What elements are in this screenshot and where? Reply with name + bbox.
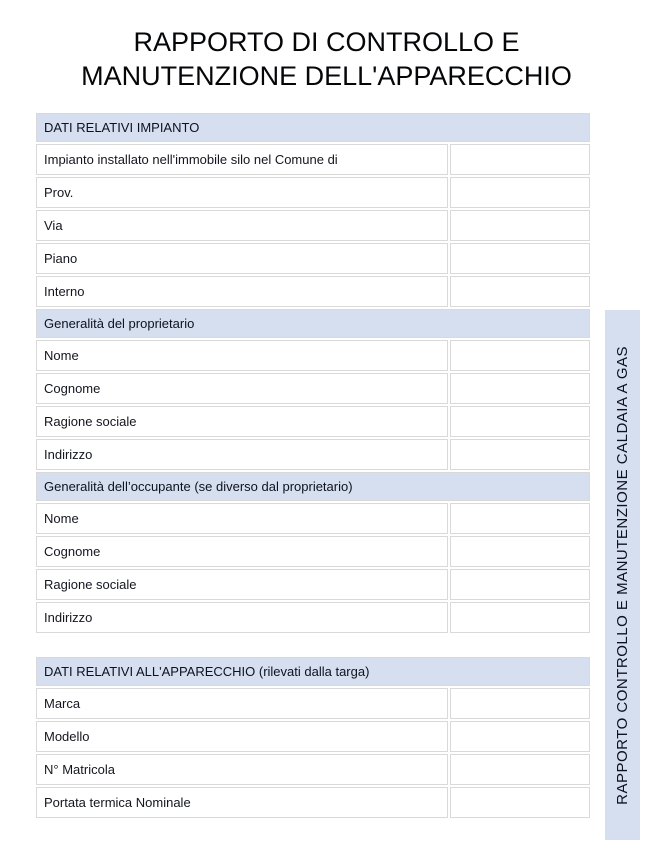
- document-title-line2: MANUTENZIONE DELL'APPARECCHIO: [81, 61, 572, 91]
- field-row-modello: [36, 721, 590, 752]
- field-label-modello: Modello: [36, 721, 448, 752]
- form-table-apparecchio: [36, 657, 590, 818]
- field-label-comune: Impianto installato nell'immobile silo nel Comune di: [36, 144, 448, 175]
- field-row-occupante-nome: [36, 503, 590, 534]
- field-row-comune: [36, 144, 590, 175]
- field-value-occupante-nome[interactable]: [450, 503, 590, 534]
- field-row-portata-termica: [36, 787, 590, 818]
- field-value-via[interactable]: [450, 210, 590, 241]
- field-value-proprietario-cognome[interactable]: [450, 373, 590, 404]
- field-row-prov: [36, 177, 590, 208]
- field-value-occupante-indirizzo[interactable]: [450, 602, 590, 633]
- section-header-occupante: Generalità dell’occupante (se diverso dal proprietario): [36, 472, 590, 501]
- field-value-occupante-ragione-sociale[interactable]: [450, 569, 590, 600]
- field-value-occupante-cognome[interactable]: [450, 536, 590, 567]
- field-row-occupante-ragione-sociale: [36, 569, 590, 600]
- field-row-matricola: [36, 754, 590, 785]
- document-title: [0, 25, 653, 93]
- field-value-portata-termica[interactable]: [450, 787, 590, 818]
- field-row-proprietario-nome: [36, 340, 590, 371]
- section-header-dati-apparecchio: DATI RELATIVI ALL'APPARECCHIO (rilevati dalla targa): [36, 657, 590, 686]
- field-row-occupante-cognome: [36, 536, 590, 567]
- field-label-interno: Interno: [36, 276, 448, 307]
- section-header-proprietario: Generalità del proprietario: [36, 309, 590, 338]
- field-row-proprietario-ragione-sociale: [36, 406, 590, 437]
- field-row-proprietario-indirizzo: [36, 439, 590, 470]
- form-content: [36, 113, 590, 818]
- field-value-proprietario-indirizzo[interactable]: [450, 439, 590, 470]
- section-header-row: [36, 309, 590, 338]
- field-label-via: Via: [36, 210, 448, 241]
- field-value-proprietario-nome[interactable]: [450, 340, 590, 371]
- field-label-proprietario-indirizzo: Indirizzo: [36, 439, 448, 470]
- field-value-marca[interactable]: [450, 688, 590, 719]
- field-label-proprietario-cognome: Cognome: [36, 373, 448, 404]
- field-label-marca: Marca: [36, 688, 448, 719]
- field-label-occupante-ragione-sociale: Ragione sociale: [36, 569, 448, 600]
- section-header-row: [36, 657, 590, 686]
- field-label-portata-termica: Portata termica Nominale: [36, 787, 448, 818]
- document-title-line1: RAPPORTO DI CONTROLLO E: [133, 27, 520, 57]
- field-row-via: [36, 210, 590, 241]
- field-value-matricola[interactable]: [450, 754, 590, 785]
- field-label-proprietario-ragione-sociale: Ragione sociale: [36, 406, 448, 437]
- vertical-sidebar-strip: [605, 310, 640, 840]
- field-label-occupante-cognome: Cognome: [36, 536, 448, 567]
- field-label-proprietario-nome: Nome: [36, 340, 448, 371]
- field-value-prov[interactable]: [450, 177, 590, 208]
- field-row-marca: [36, 688, 590, 719]
- section-header-dati-impianto: DATI RELATIVI IMPIANTO: [36, 113, 590, 142]
- field-label-occupante-indirizzo: Indirizzo: [36, 602, 448, 633]
- field-value-comune[interactable]: [450, 144, 590, 175]
- vertical-sidebar-label: RAPPORTO CONTROLLO E MANUTENZIONE CALDAIA A GAS: [614, 345, 631, 805]
- field-row-interno: [36, 276, 590, 307]
- field-label-piano: Piano: [36, 243, 448, 274]
- field-value-interno[interactable]: [450, 276, 590, 307]
- field-value-proprietario-ragione-sociale[interactable]: [450, 406, 590, 437]
- field-value-piano[interactable]: [450, 243, 590, 274]
- field-label-prov: Prov.: [36, 177, 448, 208]
- field-row-proprietario-cognome: [36, 373, 590, 404]
- field-label-matricola: N° Matricola: [36, 754, 448, 785]
- field-row-occupante-indirizzo: [36, 602, 590, 633]
- field-value-modello[interactable]: [450, 721, 590, 752]
- field-label-occupante-nome: Nome: [36, 503, 448, 534]
- field-row-piano: [36, 243, 590, 274]
- table-gap: [36, 633, 590, 657]
- section-header-row: [36, 472, 590, 501]
- section-header-row: [36, 113, 590, 142]
- form-table-impianto: [36, 113, 590, 633]
